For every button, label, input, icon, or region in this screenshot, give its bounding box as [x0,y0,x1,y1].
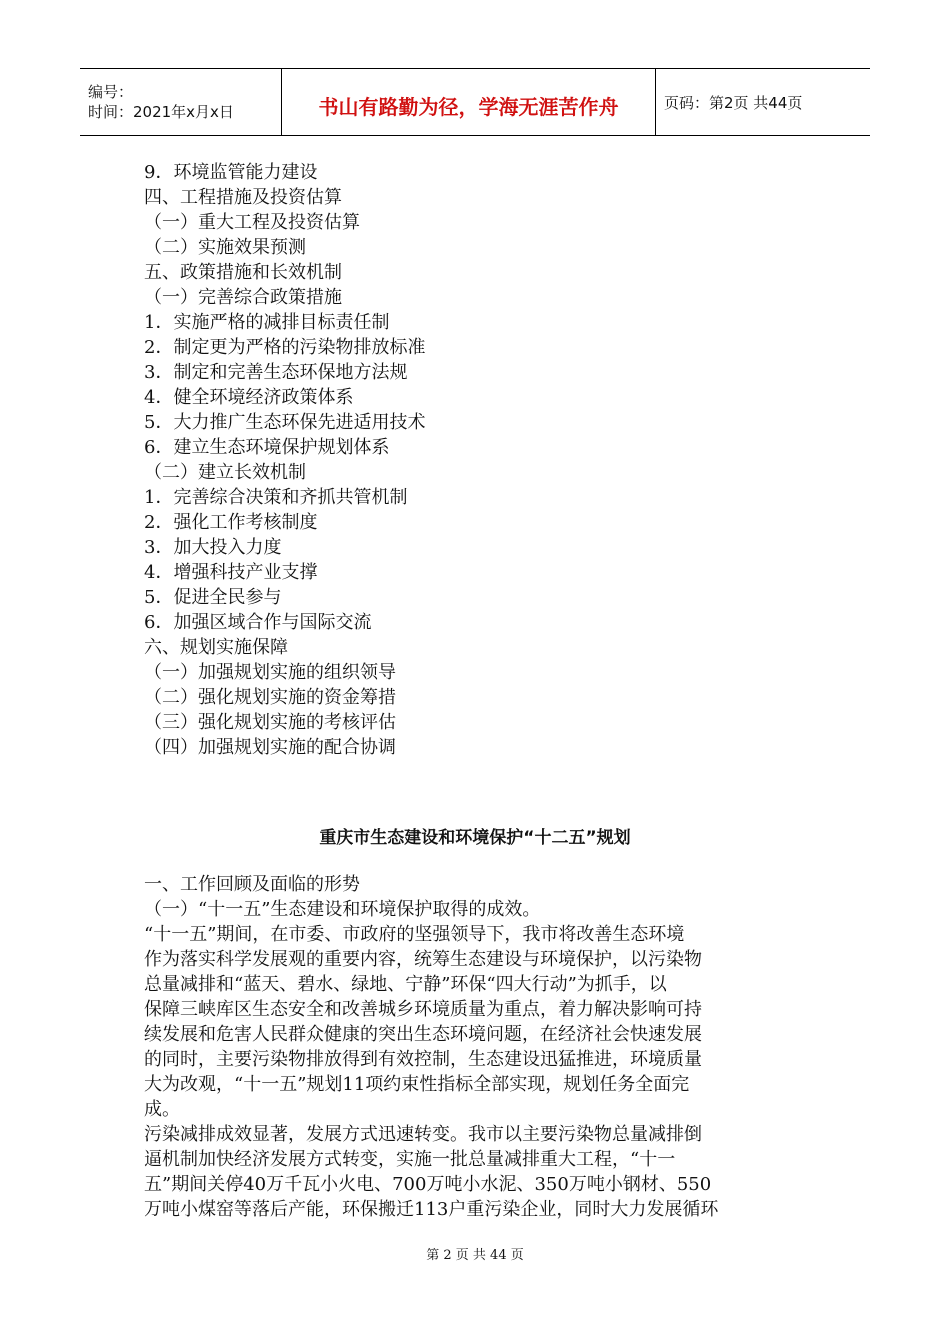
header-motto: 书山有路勤为径，学海无涯苦作舟 [282,69,656,135]
toc-item: （四）加强规划实施的配合协调 [144,737,396,758]
toc-item: 6．加强区域合作与国际交流 [144,612,372,633]
toc-item: 6．建立生态环境保护规划体系 [144,437,390,458]
text-line: （一）“十一五”生态建设和环境保护取得的成效。 [144,899,541,920]
text-line: 续发展和危害人民群众健康的突出生态环境问题，在经济社会快速发展 [144,1024,702,1045]
table-of-contents [144,160,425,760]
toc-item: （二）强化规划实施的资金筹措 [144,687,396,708]
text-line: 作为落实科学发展观的重要内容，统筹生态建设与环境保护，以污染物 [144,949,702,970]
toc-item: 3．加大投入力度 [144,537,282,558]
header-page-label: 页码：第2页 共44页 [664,93,803,112]
toc-item: （二）实施效果预测 [144,237,306,258]
text-line: 一、工作回顾及面临的形势 [144,874,360,895]
text-line: 大为改观，“十一五”规划11项约束性指标全部实现，规划任务全面完 [144,1074,690,1095]
toc-item: 5．促进全民参与 [144,587,282,608]
toc-item: 5．大力推广生态环保先进适用技术 [144,412,426,433]
toc-item: 1．完善综合决策和齐抓共管机制 [144,487,408,508]
text-line: “十一五”期间，在市委、市政府的坚强领导下，我市将改善生态环境 [144,924,685,945]
toc-item: （一）加强规划实施的组织领导 [144,662,396,683]
toc-item: 9．环境监管能力建设 [144,162,318,183]
text-line: 万吨小煤窑等落后产能，环保搬迁113户重污染企业，同时大力发展循环 [144,1199,719,1220]
toc-item: 3．制定和完善生态环保地方法规 [144,362,408,383]
document-date-label: 时间：2021年x月x日 [88,103,234,121]
toc-item: （三）强化规划实施的考核评估 [144,712,396,733]
toc-item: 4．增强科技产业支撑 [144,562,318,583]
toc-item: （二）建立长效机制 [144,462,306,483]
toc-item: 四、工程措施及投资估算 [144,187,342,208]
page-header [80,68,870,136]
text-line: 成。 [144,1099,180,1120]
document-title: 重庆市生态建设和环境保护“十二五”规划 [319,828,631,848]
document-number-label: 编号： [88,83,134,101]
text-line: 保障三峡库区生态安全和改善城乡环境质量为重点，着力解决影响可持 [144,999,702,1020]
body-text [144,872,800,1222]
toc-item: 2．强化工作考核制度 [144,512,318,533]
text-line: 污染减排成效显著，发展方式迅速转变。我市以主要污染物总量减排倒 [144,1124,702,1145]
text-line: 总量减排和“蓝天、碧水、绿地、宁静”环保“四大行动”为抓手，以 [144,974,667,995]
toc-item: 4．健全环境经济政策体系 [144,387,354,408]
toc-item: 六、规划实施保障 [144,637,288,658]
toc-item: 1．实施严格的减排目标责任制 [144,312,390,333]
text-line: 五”期间关停40万千瓦小火电、700万吨小水泥、350万吨小钢材、550 [144,1174,712,1195]
text-line: 的同时，主要污染物排放得到有效控制，生态建设迅猛推进，环境质量 [144,1049,702,1070]
text-line: 逼机制加快经济发展方式转变，实施一批总量减排重大工程，“十一 [144,1149,676,1170]
toc-item: （一）完善综合政策措施 [144,287,342,308]
page-footer: 第 2 页 共 44 页 [426,1248,524,1263]
toc-item: 2．制定更为严格的污染物排放标准 [144,337,426,358]
toc-item: （一）重大工程及投资估算 [144,212,360,233]
header-meta [80,69,282,135]
toc-item: 五、政策措施和长效机制 [144,262,342,283]
